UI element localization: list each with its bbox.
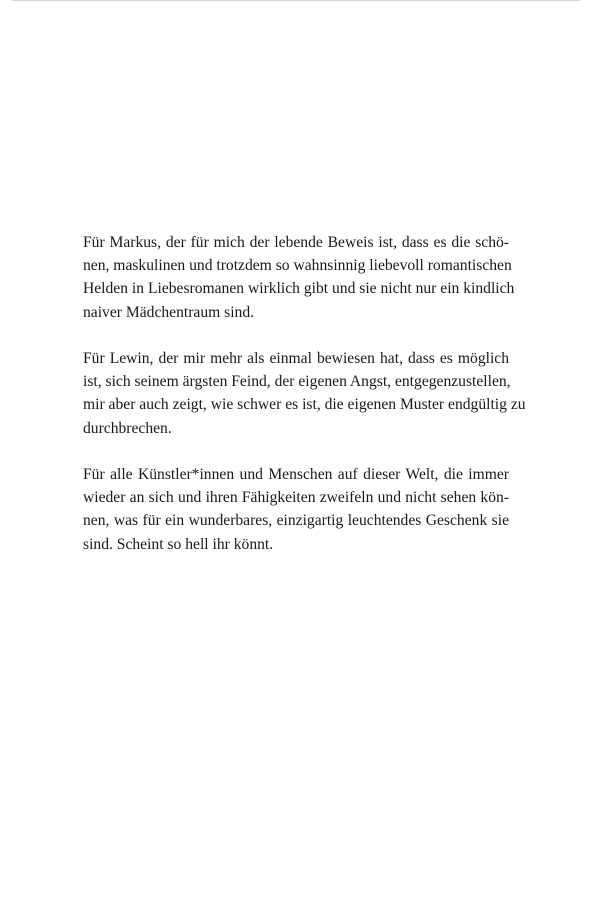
text-line: Helden in Liebesromanen wirklich gibt und sie nicht nur ein kindlich [83, 280, 515, 298]
dedication-paragraph-lewin [83, 347, 526, 440]
paragraph-spacer [83, 440, 509, 463]
text-line: Für alle Künstler*innen und Menschen auf dieser Welt, die immer [83, 466, 509, 483]
text-line: nen, was für ein wunderbares, einzigartig leuchtendes Geschenk sie [83, 512, 509, 530]
text-line: ist, sich seinem ärgsten Feind, der eigenen Angst, entgegenzustellen, [83, 373, 511, 391]
dedication-paragraph-artists [83, 463, 509, 556]
text-line: Für Lewin, der mir mehr als einmal bewiesen hat, dass es möglich [83, 350, 509, 367]
top-divider [12, 0, 580, 1]
text-line: mir aber auch zeigt, wie schwer es ist, die eigenen Muster endgültig zu [83, 396, 526, 414]
text-line: wieder an sich und ihren Fähigkeiten zweifeln und nicht sehen kön- [83, 489, 509, 507]
text-line: durchbrechen. [83, 419, 172, 437]
text-line: sind. Scheint so hell ihr könnt. [83, 535, 274, 553]
dedication-paragraph-markus [83, 231, 515, 324]
text-line: naiver Mädchentraum sind. [83, 303, 255, 321]
paragraph-spacer [83, 324, 509, 347]
text-line: Für Markus, der für mich der lebende Beweis ist, dass es die schö- [83, 234, 509, 251]
text-line: nen, maskulinen und trotzdem so wahnsinnig liebevoll romantischen [83, 257, 512, 275]
dedication-text [83, 231, 526, 556]
